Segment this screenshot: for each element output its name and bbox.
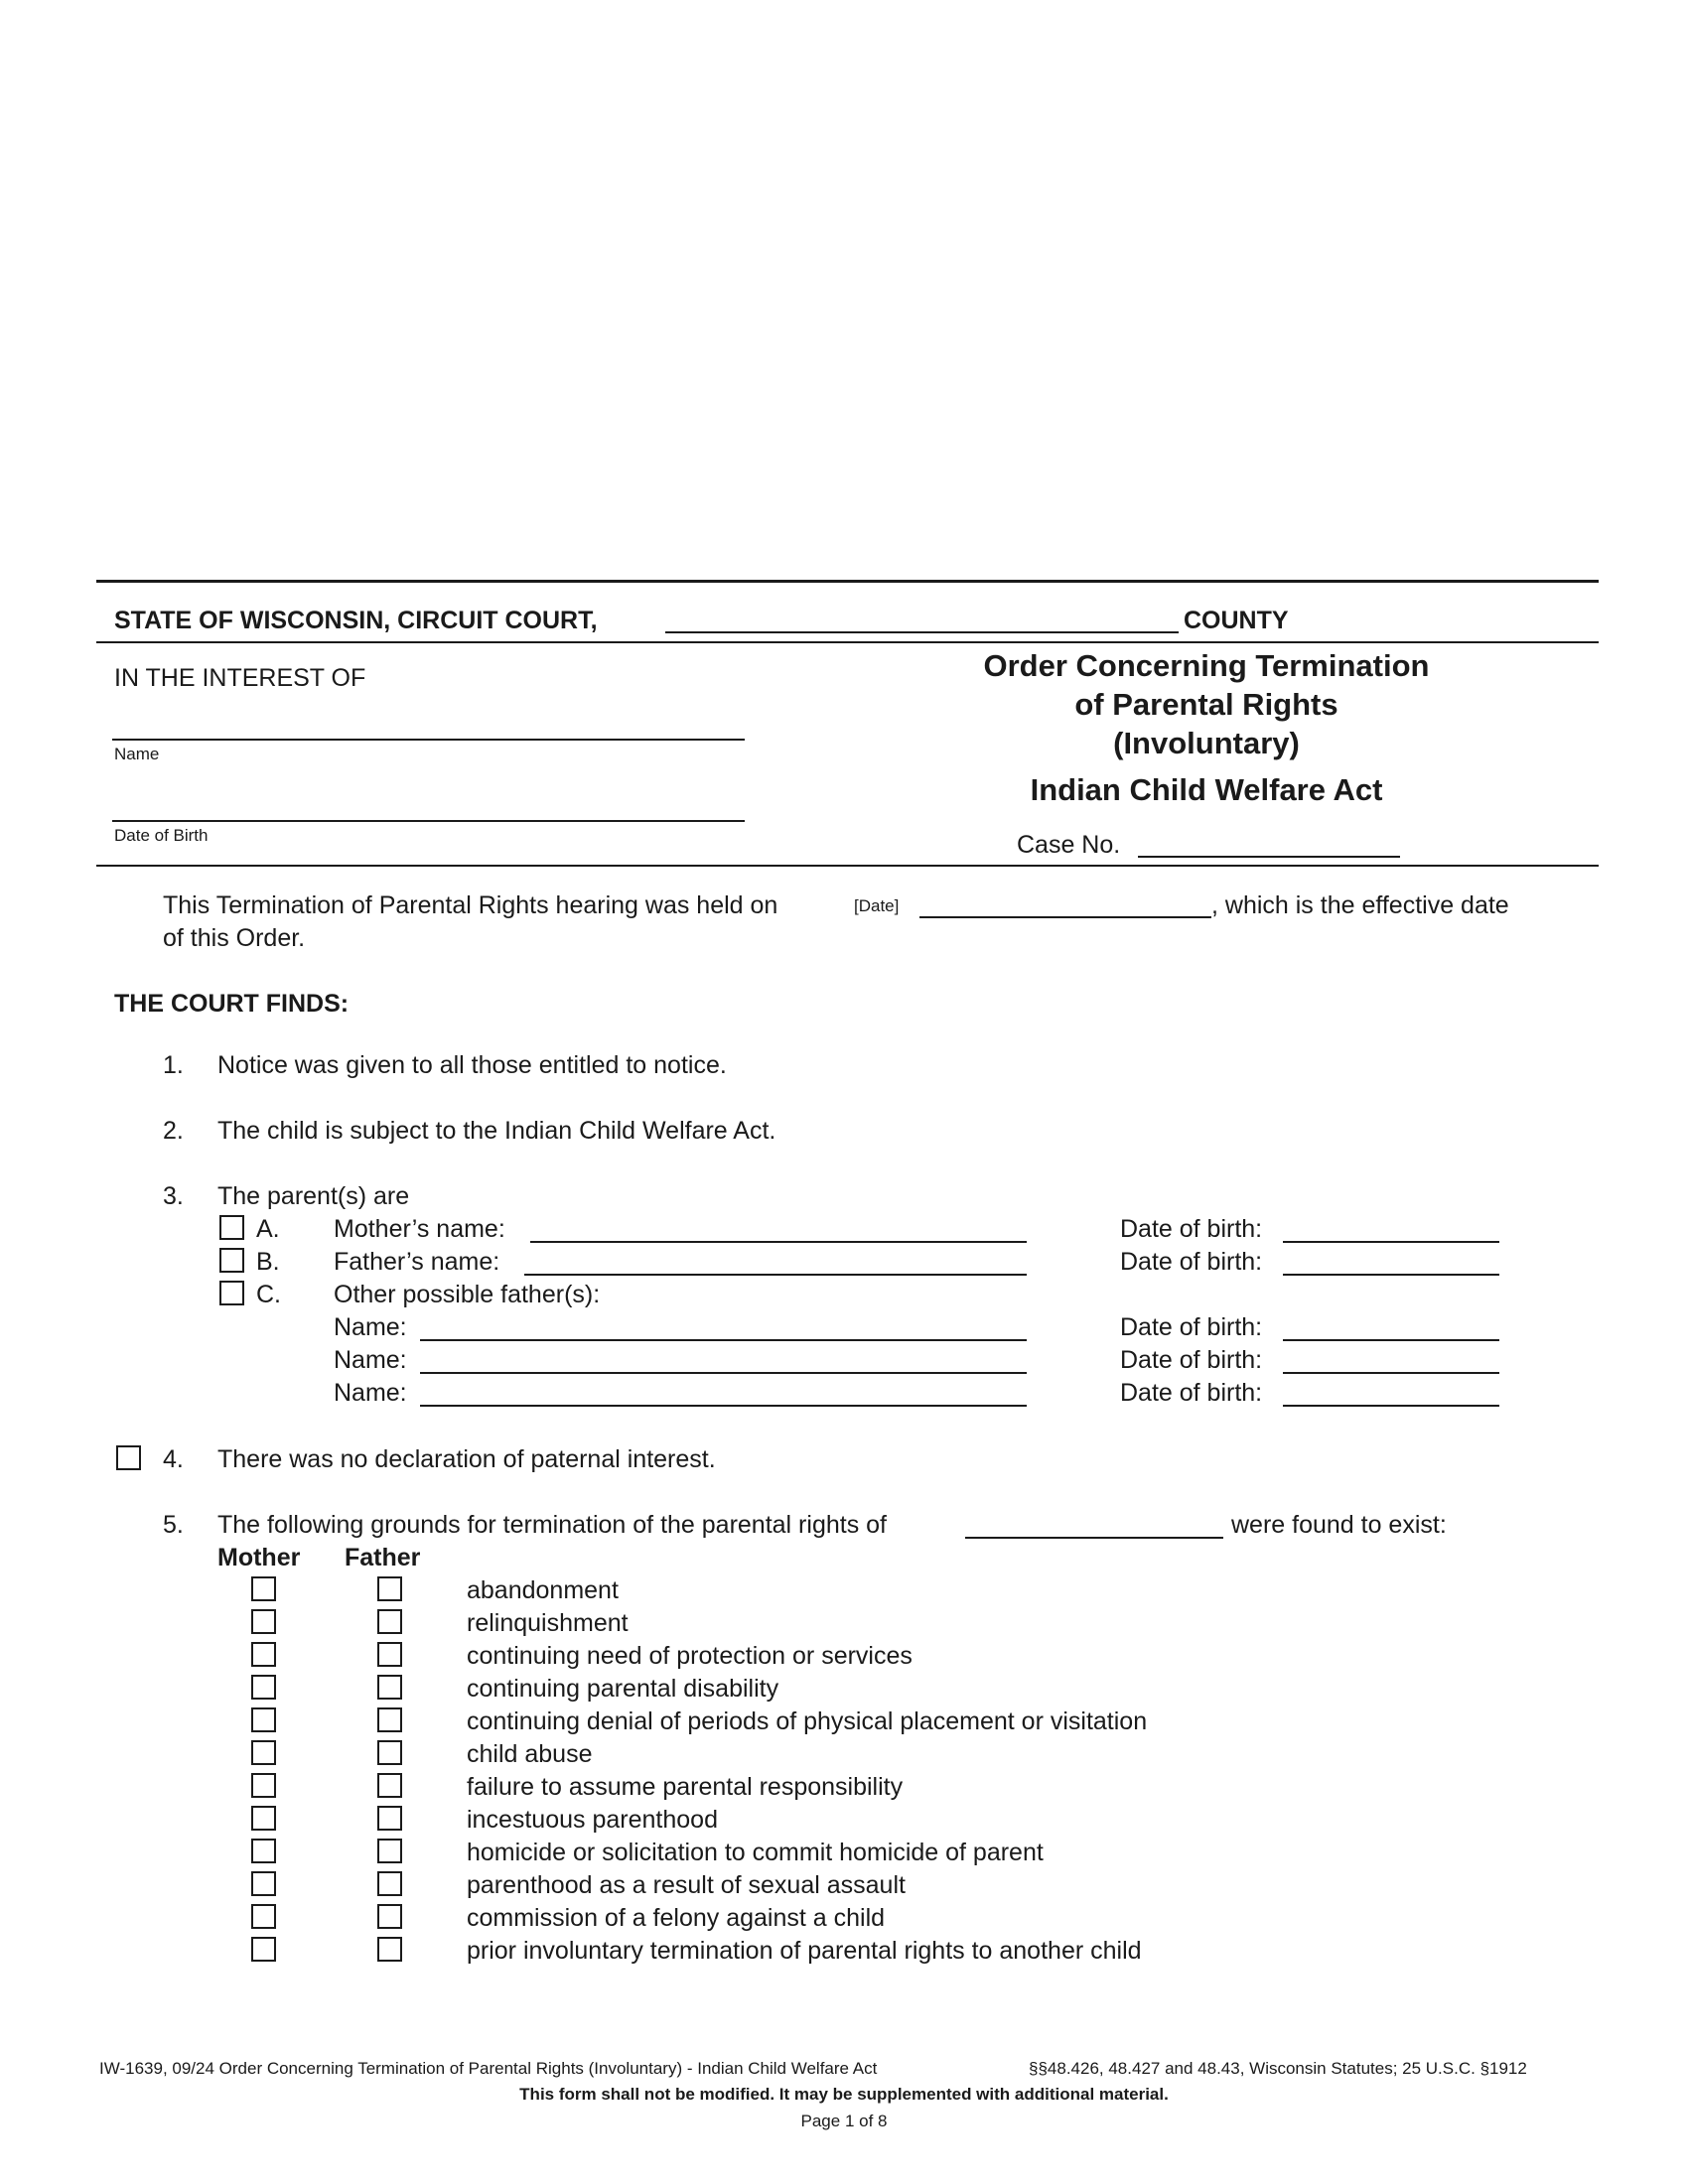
other-father-2-dob-field[interactable] [1283, 1372, 1499, 1374]
intro-text-cont: , which is the effective date [1211, 891, 1509, 919]
ground-10-father-checkbox[interactable] [377, 1871, 402, 1896]
ground-4-label: continuing parental disability [467, 1675, 779, 1703]
ground-9-label: homicide or solicitation to commit homicide of parent [467, 1839, 1044, 1866]
ground-7-mother-checkbox[interactable] [251, 1773, 276, 1798]
ground-8-mother-checkbox[interactable] [251, 1806, 276, 1831]
county-label: COUNTY [1184, 607, 1289, 634]
ground-12-mother-checkbox[interactable] [251, 1937, 276, 1962]
item-5-parent-field[interactable] [965, 1537, 1223, 1539]
county-field[interactable] [665, 631, 1179, 633]
other-father-3-name-label: Name: [334, 1379, 407, 1407]
item-1-text: Notice was given to all those entitled to notice. [217, 1051, 727, 1079]
item-3-number: 3. [163, 1182, 184, 1210]
ground-2-father-checkbox[interactable] [377, 1609, 402, 1634]
item-5-number: 5. [163, 1511, 184, 1539]
ground-2-label: relinquishment [467, 1609, 629, 1637]
column-header-mother: Mother [217, 1544, 301, 1571]
item-2-number: 2. [163, 1117, 184, 1145]
ground-7-father-checkbox[interactable] [377, 1773, 402, 1798]
parent-a-checkbox[interactable] [219, 1215, 244, 1240]
item-3-text: The parent(s) are [217, 1182, 410, 1210]
intro-text: This Termination of Parental Rights hearing was held on [163, 891, 778, 919]
ground-9-father-checkbox[interactable] [377, 1839, 402, 1863]
date-tag: [Date] [854, 896, 900, 915]
hearing-date-field[interactable] [919, 916, 1211, 918]
ground-6-label: child abuse [467, 1740, 593, 1768]
ground-7-label: failure to assume parental responsibility [467, 1773, 904, 1801]
item-4-text: There was no declaration of paternal interest. [217, 1445, 716, 1473]
ground-4-mother-checkbox[interactable] [251, 1675, 276, 1700]
footer-statutes: §§48.426, 48.427 and 48.43, Wisconsin Statutes; 25 U.S.C. §1912 [1029, 2059, 1527, 2078]
top-rule [96, 580, 1599, 583]
parent-c-letter: C. [256, 1281, 281, 1308]
father-name-field[interactable] [524, 1274, 1027, 1276]
ground-12-father-checkbox[interactable] [377, 1937, 402, 1962]
ground-11-father-checkbox[interactable] [377, 1904, 402, 1929]
item-5-text-end: were found to exist: [1231, 1511, 1447, 1539]
mother-name-field[interactable] [530, 1241, 1027, 1243]
parent-b-checkbox[interactable] [219, 1248, 244, 1273]
footer-page-number: Page 1 of 8 [800, 2112, 888, 2130]
court-finds-heading: THE COURT FINDS: [114, 990, 350, 1018]
ground-6-father-checkbox[interactable] [377, 1740, 402, 1765]
other-father-3-dob-label: Date of birth: [1120, 1379, 1263, 1407]
ground-6-mother-checkbox[interactable] [251, 1740, 276, 1765]
parent-a-letter: A. [256, 1215, 280, 1243]
mother-dob-field[interactable] [1283, 1241, 1499, 1243]
ground-8-father-checkbox[interactable] [377, 1806, 402, 1831]
parent-c-checkbox[interactable] [219, 1281, 244, 1305]
ground-9-mother-checkbox[interactable] [251, 1839, 276, 1863]
ground-5-mother-checkbox[interactable] [251, 1707, 276, 1732]
header-rule [96, 641, 1599, 643]
interest-of-label: IN THE INTEREST OF [114, 664, 366, 692]
item-5-text: The following grounds for termination of the parental rights of [217, 1511, 887, 1539]
other-father-1-dob-field[interactable] [1283, 1339, 1499, 1341]
form-title-line3: (Involuntary) [1113, 726, 1300, 760]
other-father-3-dob-field[interactable] [1283, 1405, 1499, 1407]
father-name-label: Father’s name: [334, 1248, 500, 1276]
form-title-line4: Indian Child Welfare Act [1030, 772, 1383, 807]
caption-bottom-rule [96, 865, 1599, 867]
form-title-line1: Order Concerning Termination [983, 648, 1430, 683]
case-no-label: Case No. [1017, 831, 1121, 859]
mother-dob-label: Date of birth: [1120, 1215, 1263, 1243]
ground-10-label: parenthood as a result of sexual assault [467, 1871, 906, 1899]
ground-12-label: prior involuntary termination of parental rights to another child [467, 1937, 1142, 1965]
other-father-2-name-field[interactable] [420, 1372, 1027, 1374]
other-father-3-name-field[interactable] [420, 1405, 1027, 1407]
child-dob-label: Date of Birth [114, 826, 209, 845]
ground-11-label: commission of a felony against a child [467, 1904, 886, 1932]
father-dob-field[interactable] [1283, 1274, 1499, 1276]
other-father-1-name-label: Name: [334, 1313, 407, 1341]
ground-1-mother-checkbox[interactable] [251, 1576, 276, 1601]
child-name-field[interactable] [112, 739, 745, 741]
ground-3-father-checkbox[interactable] [377, 1642, 402, 1667]
parent-b-letter: B. [256, 1248, 280, 1276]
ground-10-mother-checkbox[interactable] [251, 1871, 276, 1896]
father-dob-label: Date of birth: [1120, 1248, 1263, 1276]
child-name-label: Name [114, 745, 160, 763]
item-4-checkbox[interactable] [116, 1445, 141, 1470]
other-father-2-name-label: Name: [334, 1346, 407, 1374]
ground-3-label: continuing need of protection or services [467, 1642, 913, 1670]
footer-form-id: IW-1639, 09/24 Order Concerning Termination of Parental Rights (Involuntary) - Indian Child Welfare Act [99, 2059, 878, 2078]
form-title-line2: of Parental Rights [1074, 687, 1338, 722]
other-fathers-label: Other possible father(s): [334, 1281, 601, 1308]
ground-4-father-checkbox[interactable] [377, 1675, 402, 1700]
footer-notice: This form shall not be modified. It may be supplemented with additional material. [519, 2085, 1169, 2104]
case-no-field[interactable] [1138, 856, 1400, 858]
ground-2-mother-checkbox[interactable] [251, 1609, 276, 1634]
item-4-number: 4. [163, 1445, 184, 1473]
ground-11-mother-checkbox[interactable] [251, 1904, 276, 1929]
intro-text-end: of this Order. [163, 924, 306, 952]
court-prefix: STATE OF WISCONSIN, CIRCUIT COURT, [114, 607, 598, 634]
item-1-number: 1. [163, 1051, 184, 1079]
column-header-father: Father [345, 1544, 421, 1571]
ground-5-father-checkbox[interactable] [377, 1707, 402, 1732]
child-dob-field[interactable] [112, 820, 745, 822]
item-2-text: The child is subject to the Indian Child Welfare Act. [217, 1117, 776, 1145]
ground-1-father-checkbox[interactable] [377, 1576, 402, 1601]
other-father-1-dob-label: Date of birth: [1120, 1313, 1263, 1341]
other-father-2-dob-label: Date of birth: [1120, 1346, 1263, 1374]
ground-3-mother-checkbox[interactable] [251, 1642, 276, 1667]
mother-name-label: Mother’s name: [334, 1215, 505, 1243]
other-father-1-name-field[interactable] [420, 1339, 1027, 1341]
ground-8-label: incestuous parenthood [467, 1806, 718, 1834]
ground-5-label: continuing denial of periods of physical placement or visitation [467, 1707, 1148, 1735]
ground-1-label: abandonment [467, 1576, 619, 1604]
